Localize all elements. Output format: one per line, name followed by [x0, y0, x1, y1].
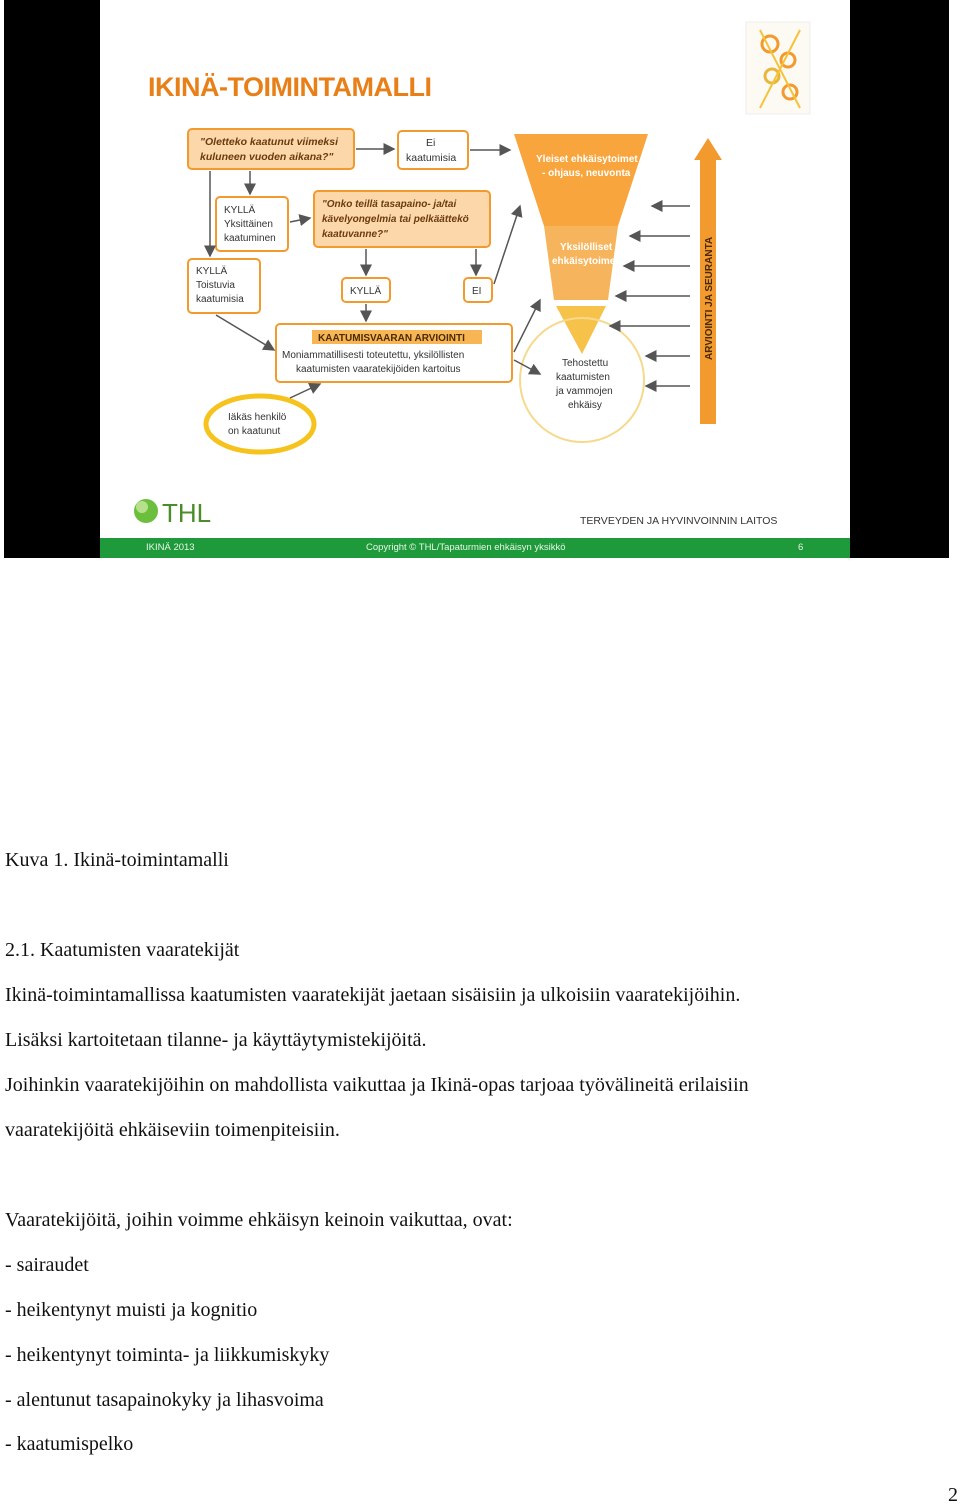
figure-caption: Kuva 1. Ikinä-toimintamalli [5, 849, 229, 871]
thl-logo [134, 498, 211, 528]
paragraph-line-3: Joihinkin vaaratekijöihin on mahdollista vaikuttaa ja Ikinä-opas tarjoaa työvälineitä erilaisiin [5, 1074, 749, 1096]
section-heading: 2.1. Kaatumisten vaaratekijät [5, 939, 240, 961]
assessment-line-3: kaatumisten vaaratekijöiden kartoitus [296, 364, 461, 375]
yes-repeated-line-2: Toistuvia [196, 280, 235, 291]
ikina-logo-icon [746, 22, 810, 114]
elderly-fallen-line-2: on kaatunut [228, 426, 281, 437]
footer-center: Copyright © THL/Tapaturmien ehkäisyn yksikkö [366, 542, 566, 553]
paragraph-line-2: Lisäksi kartoitetaan tilanne- ja käyttäytymistekijöitä. [5, 1029, 427, 1051]
list-item: - kaatumispelko [5, 1433, 134, 1455]
flowchart-diagram [100, 0, 850, 558]
no-label: EI [472, 286, 482, 297]
yes-single-line-1: KYLLÄ [224, 205, 256, 216]
yes-box [342, 278, 390, 302]
general-prevention-line-1: Yleiset ehkäisytoimet [536, 154, 638, 165]
question-balance-line-1: "Onko teillä tasapaino- ja/tai [322, 199, 457, 210]
question-balance-box [314, 191, 490, 247]
elderly-fallen-ellipse [206, 396, 314, 452]
list-intro: Vaaratekijöitä, joihin voimme ehkäisyn keinoin vaikuttaa, ovat: [5, 1209, 513, 1231]
yes-repeated-falls-box [188, 259, 260, 313]
list-item: - alentunut tasapainokyky ja lihasvoima [5, 1389, 324, 1411]
page-number: 2 [948, 1484, 958, 1506]
slide-title: IKINÄ-TOIMINTAMALLI [148, 72, 432, 102]
footer-page: 6 [798, 542, 804, 553]
no-falls-line-2: kaatumisia [406, 152, 457, 164]
feedback-arrows [610, 206, 690, 386]
no-falls-box [398, 131, 468, 169]
intensified-line-4: ehkäisy [568, 400, 602, 411]
assessment-box [276, 324, 512, 382]
yes-label: KYLLÄ [350, 286, 382, 297]
no-falls-line-1: Ei [426, 137, 436, 149]
yes-repeated-line-3: kaatumisia [196, 294, 244, 305]
yes-repeated-line-1: KYLLÄ [196, 266, 228, 277]
prevention-funnel [514, 134, 648, 442]
individual-prevention-line-1: Yksilölliset [560, 242, 613, 253]
slide-footer [100, 538, 850, 558]
question-balance-line-2: kävelyongelmia tai pelkäättekö [322, 214, 469, 225]
question-falls-line-2: kuluneen vuoden aikana?" [200, 151, 334, 163]
paragraph-line-4: vaaratekijöitä ehkäiseviin toimenpiteisiin. [5, 1119, 340, 1141]
general-prevention-line-2: - ohjaus, neuvonta [542, 168, 631, 179]
yes-single-line-3: kaatuminen [224, 233, 276, 244]
paragraph-line-1: Ikinä-toimintamallissa kaatumisten vaaratekijät jaetaan sisäisiin ja ulkoisiin vaaratekijöihin. [5, 984, 741, 1006]
assessment-title: KAATUMISVAARAN ARVIOINTI [318, 333, 465, 344]
no-box [464, 278, 492, 302]
question-balance-line-3: kaatuvanne?" [322, 229, 388, 240]
list-item: - sairaudet [5, 1254, 89, 1276]
intensified-line-2: kaatumisten [556, 372, 610, 383]
yes-single-fall-box [216, 197, 288, 251]
question-falls-box [188, 129, 354, 169]
slide-frame [4, 0, 949, 558]
yes-single-line-2: Yksittäinen [224, 219, 273, 230]
intensified-line-1: Tehostettu [562, 358, 609, 369]
list-item: - heikentynyt muisti ja kognitio [5, 1299, 258, 1321]
slide-image [100, 0, 850, 558]
intensified-line-3: ja vammojen [556, 386, 613, 397]
institute-name: TERVEYDEN JA HYVINVOINNIN LAITOS [580, 515, 778, 527]
footer-left: IKINÄ 2013 [146, 542, 195, 553]
evaluation-followup-arrow [694, 138, 722, 424]
list-item: - heikentynyt toiminta- ja liikkumiskyky [5, 1344, 330, 1366]
assessment-line-2: Moniammatillisesti toteutettu, yksilöllisten [282, 350, 465, 361]
evaluation-followup-label: ARVIOINTI JA SEURANTA [704, 236, 715, 360]
individual-prevention-line-2: ehkäisytoimet [552, 256, 619, 267]
elderly-fallen-line-1: Iäkäs henkilö [228, 412, 287, 423]
thl-logo-text: THL [162, 498, 212, 528]
question-falls-line-1: "Oletteko kaatunut viimeksi [200, 136, 339, 148]
